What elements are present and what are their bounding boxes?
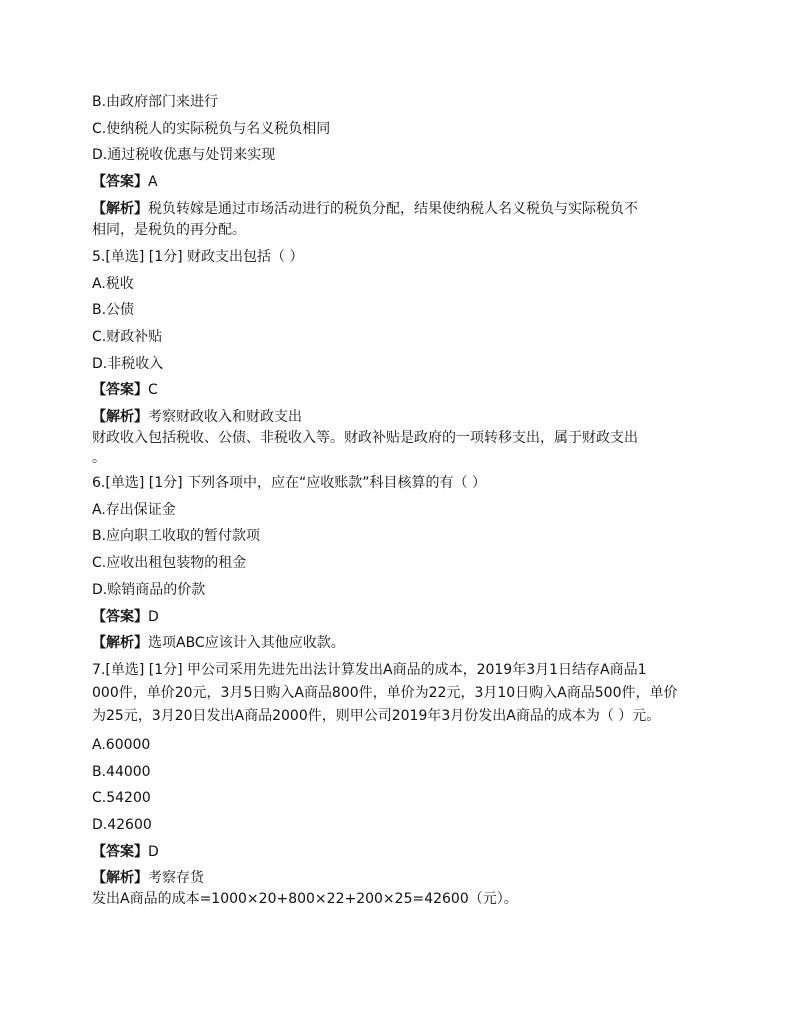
option-d: D.42600 <box>92 817 152 834</box>
answer-line <box>92 604 710 631</box>
answer-value: D <box>148 608 159 625</box>
option-c: C.财政补贴 <box>92 328 163 345</box>
option-a: A.税收 <box>92 275 134 292</box>
analysis-text-continued: 。 <box>92 450 106 467</box>
answer-value: D <box>148 843 159 860</box>
analysis-label: 【解析】 <box>92 200 148 217</box>
question-stem: 5.[单选] [1分] 财政支出包括（ ） <box>92 248 304 265</box>
analysis-text: 选项ABC应该计入其他应收款。 <box>148 635 345 652</box>
question-stem: 6.[单选] [1分] 下列各项中，应在“应收账款”科目核算的有（ ） <box>92 475 486 492</box>
question-stem-continued: 000件，单价20元，3月5日购入A商品800件，单价为22元，3月10日购入A商品500件，单价 <box>92 684 678 701</box>
question-7-block <box>92 659 710 910</box>
question-stem-continued: 为25元，3月20日发出A商品2000件，则甲公司2019年3月份发出A商品的成本为（ ）元。 <box>92 707 661 724</box>
answer-label: 【答案】 <box>92 382 148 399</box>
option-a: A.存出保证金 <box>92 501 176 518</box>
answer-label: 【答案】 <box>92 608 148 625</box>
option-b: B.应向职工收取的暂付款项 <box>92 528 261 545</box>
analysis-text: 税负转嫁是通过市场活动进行的税负分配，结果使纳税人名义税负与实际税负不 <box>148 200 638 217</box>
answer-label: 【答案】 <box>92 174 148 191</box>
analysis-text: 财政收入包括税收、公债、非税收入等。财政补贴是政府的一项转移支出，属于财政支出 <box>92 430 638 447</box>
answer-line <box>92 169 710 196</box>
option-c: C.应收出租包装物的租金 <box>92 555 247 572</box>
answer-value: A <box>148 174 158 191</box>
analysis-title: 考察财政收入和财政支出 <box>148 409 302 426</box>
question-stem: 7.[单选] [1分] 甲公司采用先进先出法计算发出A商品的成本，2019年3月1日结存A商品1 <box>92 661 647 678</box>
analysis-line <box>92 630 710 657</box>
analysis-label: 【解析】 <box>92 635 148 652</box>
analysis-line <box>92 406 710 428</box>
analysis-text: 发出A商品的成本=1000×20+800×22+200×25=42600（元）。 <box>92 891 518 908</box>
option-b: B.公债 <box>92 302 135 319</box>
analysis-text-continued: 相同，是税负的再分配。 <box>92 221 246 238</box>
question-5-block <box>92 244 710 468</box>
analysis-title: 考察存货 <box>148 870 204 887</box>
answer-line <box>92 839 710 866</box>
option-a: A.60000 <box>92 736 151 753</box>
analysis-line <box>92 198 710 220</box>
analysis-line <box>92 867 710 889</box>
option-c: C.54200 <box>92 790 151 807</box>
question-4-block <box>92 89 710 240</box>
option-b: B.由政府部门来进行 <box>92 94 219 110</box>
document-page <box>92 89 710 909</box>
answer-line <box>92 377 710 404</box>
option-d: D.非税收入 <box>92 355 164 372</box>
analysis-label: 【解析】 <box>92 409 148 426</box>
answer-value: C <box>148 382 158 399</box>
option-c: C.使纳税人的实际税负与名义税负相同 <box>92 120 331 137</box>
option-d: D.赊销商品的价款 <box>92 581 206 598</box>
analysis-label: 【解析】 <box>92 870 148 887</box>
option-b: B.44000 <box>92 763 151 780</box>
answer-label: 【答案】 <box>92 843 148 860</box>
question-6-block <box>92 470 710 657</box>
option-d: D.通过税收优惠与处罚来实现 <box>92 147 276 164</box>
